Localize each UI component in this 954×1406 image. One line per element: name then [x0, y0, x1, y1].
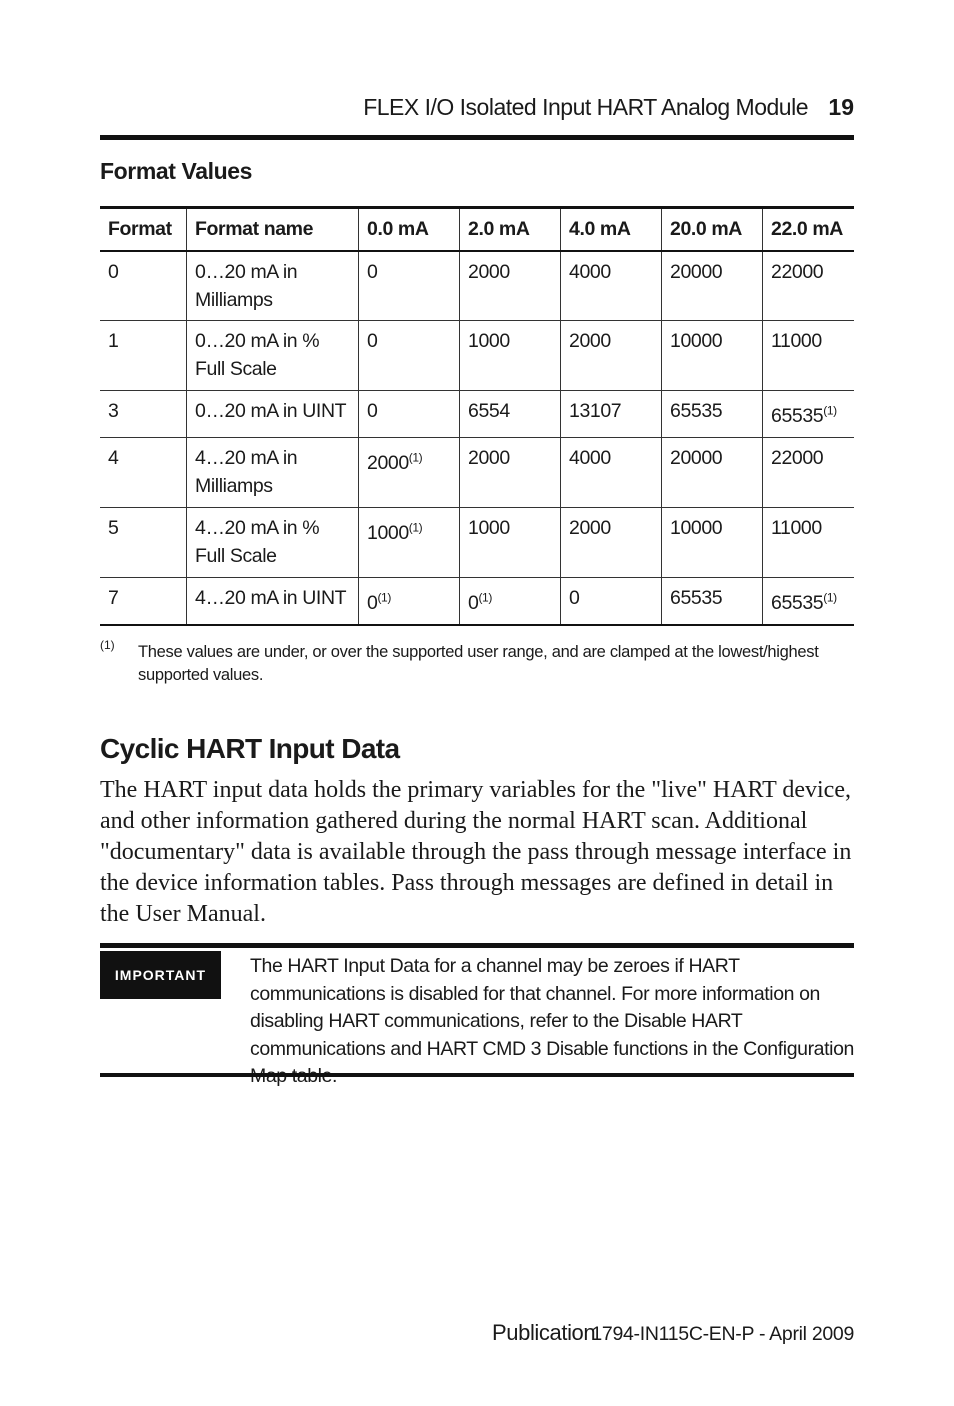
format-name-cell: 0…20 mA in UINT — [187, 391, 359, 438]
value-cell: 22000 — [763, 438, 855, 508]
value-cell: 20000 — [662, 251, 763, 321]
value-text: 2000 — [367, 452, 409, 474]
value-cell: 2000 — [460, 251, 561, 321]
running-header-title: FLEX I/O Isolated Input HART Analog Module — [363, 94, 808, 120]
footnote-ref: (1) — [823, 403, 837, 418]
footnote-ref: (1) — [478, 590, 492, 605]
value-cell: 10000 — [662, 321, 763, 391]
format-cell: 5 — [100, 508, 187, 578]
format-name-cell: 0…20 mA in Milliamps — [187, 251, 359, 321]
footnote-text: These values are under, or over the supported user range, and are clamped at the lowest/highest supported values. — [138, 643, 819, 684]
value-cell: 65535 — [662, 578, 763, 625]
value-cell: 11000 — [763, 321, 855, 391]
value-cell: 65535 — [662, 391, 763, 438]
format-values-table — [100, 206, 854, 626]
important-bottom-rule — [100, 1073, 854, 1077]
value-cell: 2000 — [460, 438, 561, 508]
format-cell: 4 — [100, 438, 187, 508]
format-cell: 3 — [100, 391, 187, 438]
value-cell: 2000 — [561, 321, 662, 391]
table-row — [100, 578, 854, 625]
table-row — [100, 391, 854, 438]
value-cell: 1000 — [460, 321, 561, 391]
footnote-ref: (1) — [408, 520, 423, 535]
value-cell — [763, 578, 855, 625]
value-cell: 10000 — [662, 508, 763, 578]
value-cell: 2000 — [561, 508, 662, 578]
format-name-cell: 0…20 mA in % Full Scale — [187, 321, 359, 391]
important-top-rule — [100, 943, 854, 948]
value-cell — [359, 578, 460, 625]
publication-label: Publication — [492, 1320, 596, 1345]
format-name-cell: 4…20 mA in % Full Scale — [187, 508, 359, 578]
table-row — [100, 438, 854, 508]
value-cell: 0 — [359, 321, 460, 391]
header-rule — [100, 135, 854, 140]
footnote-ref: (1) — [377, 590, 391, 605]
important-badge: IMPORTANT — [100, 951, 221, 999]
value-cell — [460, 578, 561, 625]
value-cell: 13107 — [561, 391, 662, 438]
format-cell: 1 — [100, 321, 187, 391]
value-cell: 22000 — [763, 251, 855, 321]
value-text: 0 — [468, 592, 479, 614]
column-header: 2.0 mA — [460, 208, 561, 251]
value-cell — [359, 508, 460, 578]
footnote-marker: (1) — [100, 638, 115, 652]
value-cell: 11000 — [763, 508, 855, 578]
format-cell: 0 — [100, 251, 187, 321]
format-cell: 7 — [100, 578, 187, 625]
column-header: Format name — [187, 208, 359, 251]
table-row — [100, 508, 854, 578]
value-cell: 0 — [561, 578, 662, 625]
value-cell — [359, 438, 460, 508]
value-cell: 1000 — [460, 508, 561, 578]
value-text: 65535 — [771, 405, 824, 427]
value-cell: 4000 — [561, 438, 662, 508]
format-name-cell: 4…20 mA in Milliamps — [187, 438, 359, 508]
publication-id: 1794-IN115C-EN-P - April 2009 — [591, 1323, 854, 1345]
important-note-text: The HART Input Data for a channel may be zeroes if HART communications is disabled for that channel. For more information on disabling HART communications, refer to the Disable HART communications and HART CMD 3 Disable functions in the Configuration — [250, 955, 854, 1060]
cyclic-hart-heading: Cyclic HART Input Data — [100, 733, 400, 764]
footnote-ref: (1) — [408, 450, 423, 465]
format-values-heading: Format Values — [100, 158, 253, 184]
value-text: 0 — [367, 592, 378, 614]
value-cell: 6554 — [460, 391, 561, 438]
cyclic-hart-paragraph: The HART input data holds the primary variables for the "live" HART device, and other information gathered during the normal HART scan. Additional "documentary" data is available through the pass through message interface in the device information tables. Pass through messages are defined in detail in the User Manual. — [100, 777, 852, 927]
value-cell: 0 — [359, 251, 460, 321]
column-header: 0.0 mA — [359, 208, 460, 251]
value-text: 1000 — [367, 522, 409, 544]
table-header-row — [100, 208, 854, 251]
format-name-cell: 4…20 mA in UINT — [187, 578, 359, 625]
value-cell: 20000 — [662, 438, 763, 508]
footnote-ref: (1) — [823, 590, 837, 605]
column-header: 20.0 mA — [662, 208, 763, 251]
value-cell: 0 — [359, 391, 460, 438]
value-cell: 4000 — [561, 251, 662, 321]
table-row — [100, 251, 854, 321]
column-header: 22.0 mA — [763, 208, 855, 251]
table-row — [100, 321, 854, 391]
column-header: 4.0 mA — [561, 208, 662, 251]
value-cell — [763, 391, 855, 438]
column-header: Format — [100, 208, 187, 251]
page-number: 19 — [828, 94, 854, 120]
value-text: 65535 — [771, 592, 824, 614]
